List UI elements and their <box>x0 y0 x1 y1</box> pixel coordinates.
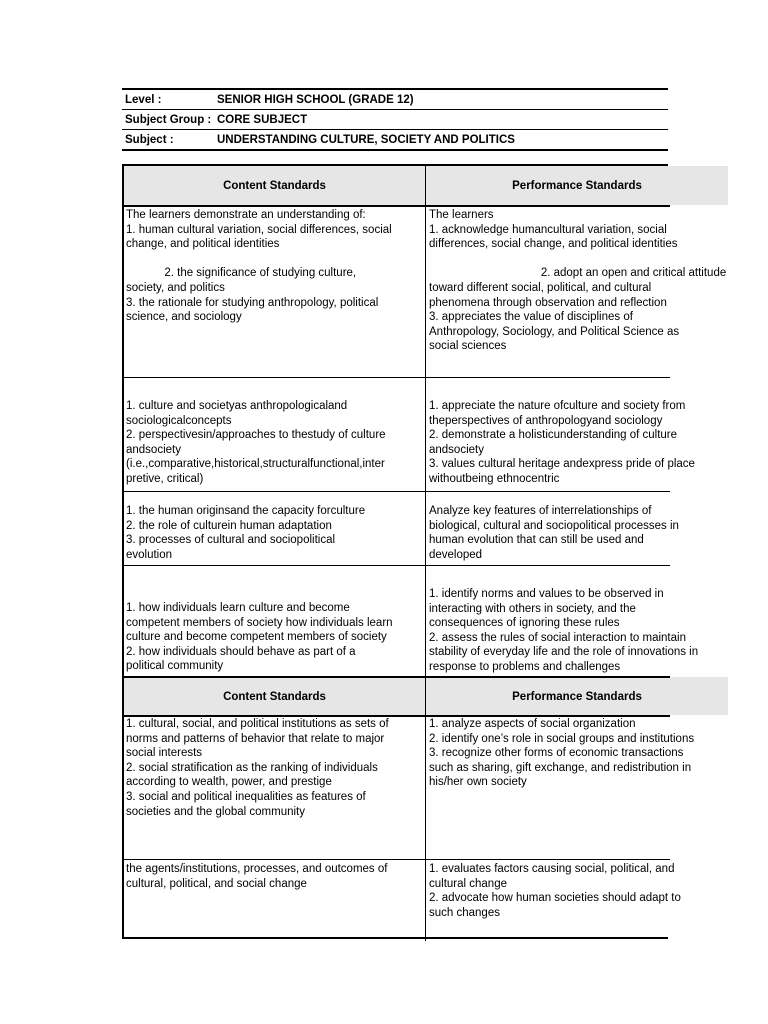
content-text: 1. the human originsand the capacity forculture 2. the role of culturein human adaptation 3. processes of cultural and sociopolitical evolution <box>126 505 366 561</box>
performance-text: 1. evaluates factors causing social, political, and cultural change 2. advocate how human societies should adapt to such changes <box>429 863 681 919</box>
table-row <box>124 207 727 378</box>
subject-label: Subject : <box>125 133 174 146</box>
content-text: 1. culture and societyas anthropologicaland sociologicalconcepts 2. perspectivesin/approaches to thestudy of culture andsociety (i.e.,comparative,historical,structuralfunctional,inter pretive, critical) <box>126 400 386 485</box>
content-standards-header <box>124 166 426 205</box>
content-standards-header <box>124 678 426 715</box>
content-cell <box>124 492 426 565</box>
performance-standards-header <box>427 166 727 205</box>
standards-table <box>122 164 727 939</box>
content-cell <box>124 207 426 377</box>
content-text: The learners demonstrate an understanding of: 1. human cultural variation, social differences, social change, and political identities 2. the significance of studying culture, society, and politics 3. the rationale for studying anthropology, political science, and sociology <box>126 209 392 324</box>
performance-text: The learners 1. acknowledge humancultural variation, social differences, social change, and political identities 2. adopt an open and critical attitude toward different social, political, and cultural phenomena through observation and reflection 3. appreciates the value of disciplines of Anthropology, Sociology, and Political Science as social sciences <box>429 209 727 353</box>
table-row <box>124 566 699 678</box>
performance-cell <box>427 378 727 491</box>
performance-text: 1. identify norms and values to be observed in interacting with others in society, and the consequences of ignoring these rules 2. assess the rules of social interaction to maintain stability of everyday life and the role of innovations in response to problems and challenges <box>429 588 699 673</box>
performance-cell <box>427 492 727 565</box>
subject-group-row <box>122 109 668 129</box>
performance-cell <box>427 860 727 941</box>
table-row <box>124 860 681 941</box>
level-row <box>122 88 668 109</box>
subject-row <box>122 129 668 151</box>
content-cell <box>124 566 426 676</box>
content-cell <box>124 860 426 941</box>
table-header-row <box>124 678 670 717</box>
subject-value: UNDERSTANDING CULTURE, SOCIETY AND POLITICS <box>217 133 515 146</box>
subject-group-value: CORE SUBJECT <box>217 113 308 126</box>
performance-text: 1. analyze aspects of social organization 2. identify one’s role in social groups and institutions 3. recognize other forms of economic transactions such as sharing, gift exchange, and redistribution in his/her own society <box>429 718 695 789</box>
header-info-table <box>122 88 668 151</box>
table-row <box>124 717 695 860</box>
performance-cell <box>427 207 727 377</box>
level-label: Level : <box>125 93 162 106</box>
content-text: the agents/institutions, processes, and outcomes of cultural, political, and social change <box>126 863 388 890</box>
column-title: Performance Standards <box>512 179 642 192</box>
content-cell <box>124 717 426 859</box>
table-row <box>124 492 679 566</box>
content-cell <box>124 378 426 491</box>
performance-cell <box>427 566 727 676</box>
performance-standards-header <box>427 678 727 715</box>
table-header-row <box>124 166 670 207</box>
performance-text: Analyze key features of interrelationships of biological, cultural and sociopolitical processes in human evolution that can still be used and developed <box>429 505 679 561</box>
content-text: 1. cultural, social, and political institutions as sets of norms and patterns of behavior that relate to major social interests 2. social stratification as the ranking of individuals according to wealth, power, and prestige 3. social and political inequalities as features of societies and the global community <box>126 718 389 818</box>
column-title: Content Standards <box>223 179 326 192</box>
column-title: Content Standards <box>223 690 326 703</box>
level-value: SENIOR HIGH SCHOOL (GRADE 12) <box>217 93 414 106</box>
subject-group-label: Subject Group : <box>125 113 212 126</box>
column-title: Performance Standards <box>512 690 642 703</box>
performance-cell <box>427 717 727 859</box>
content-text: 1. how individuals learn culture and become competent members of society how individuals learn culture and become competent members of society 2. how individuals should behave as part of a political community <box>126 602 393 673</box>
table-row <box>124 378 695 492</box>
performance-text: 1. appreciate the nature ofculture and society from theperspectives of anthropologyand sociology 2. demonstrate a holisticunderstanding of culture andsociety 3. values cultural heritage andexpress pride of place withoutbeing ethnocentric <box>429 400 695 485</box>
